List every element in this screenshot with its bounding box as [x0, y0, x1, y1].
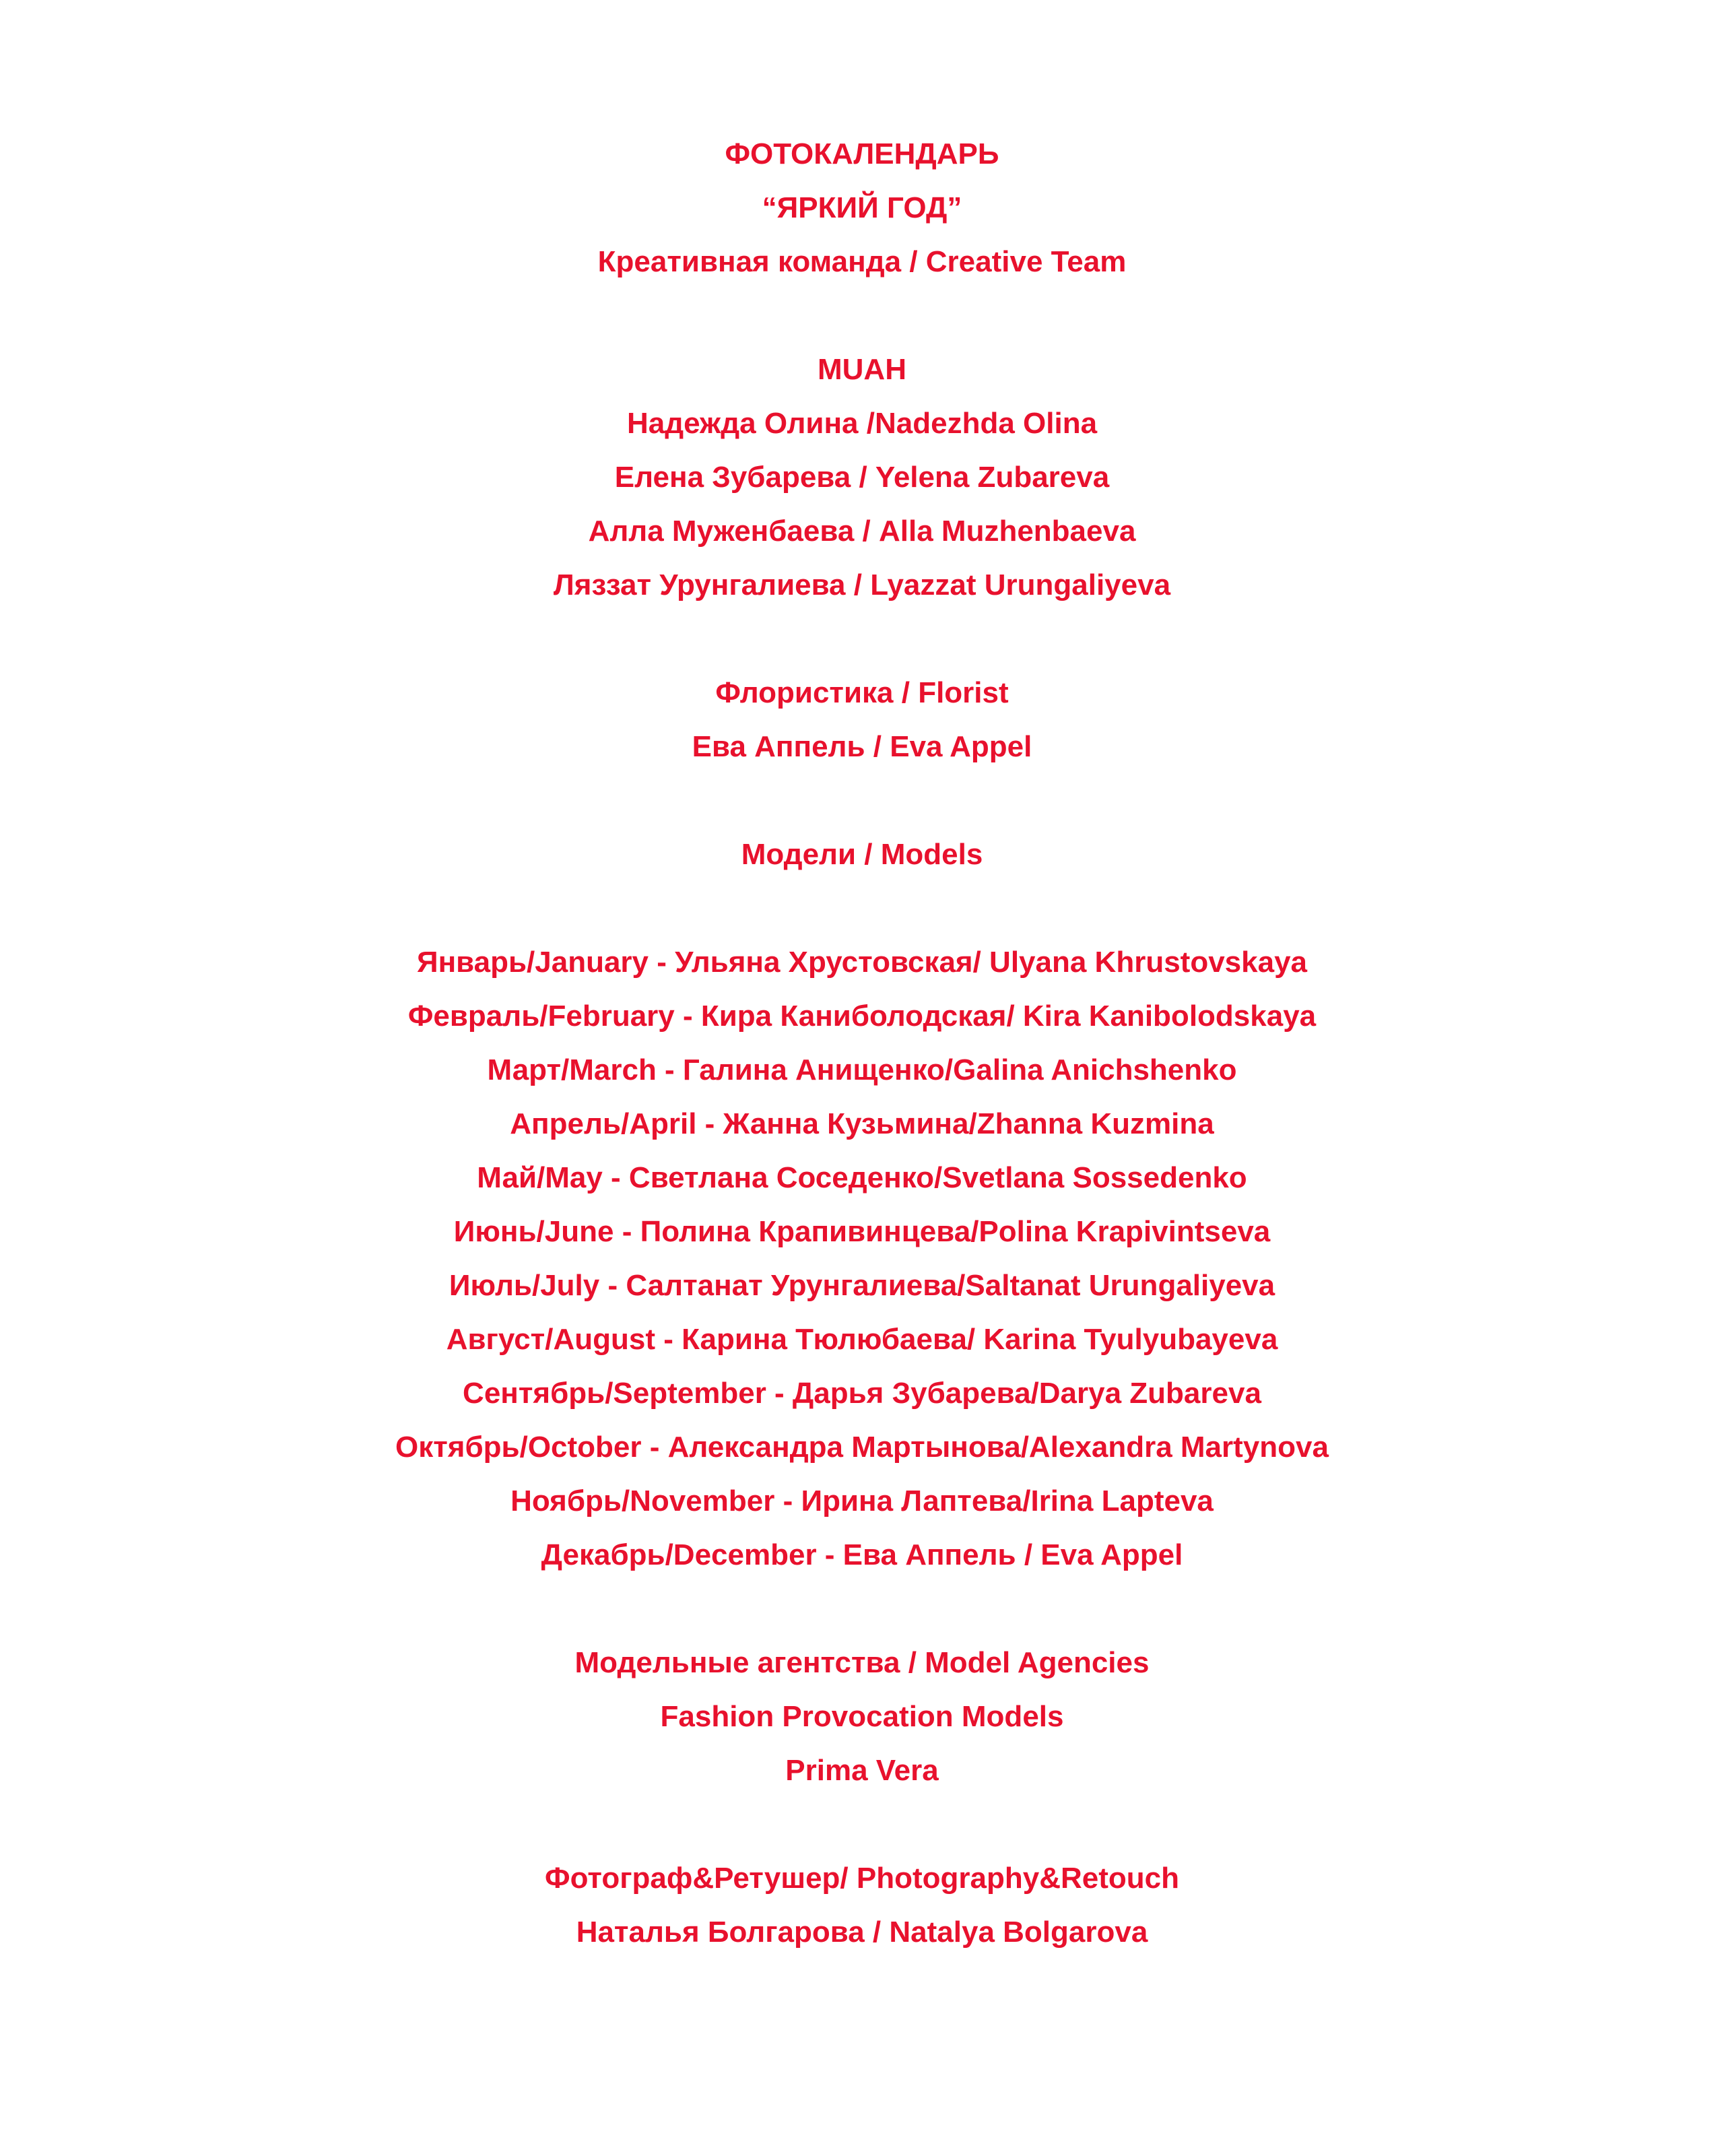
model-january: Январь/January - Ульяна Хрустовская/ Ulyana Khrustovskaya	[416, 946, 1308, 979]
agency-item: Fashion Provocation Models	[660, 1700, 1064, 1733]
model-july: Июль/July - Салтанат Урунгалиева/Saltanat Urungaliyeva	[449, 1269, 1275, 1302]
agency-item: Prima Vera	[785, 1754, 939, 1787]
muah-person: Алла Муженбаева / Alla Muzhenbaeva	[588, 515, 1136, 548]
spacer	[0, 612, 1724, 666]
model-may: Май/May - Светлана Соседенко/Svetlana Sossedenko	[477, 1161, 1247, 1194]
calendar-subtitle: “ЯРКИЙ ГОД”	[762, 191, 962, 224]
creative-team-heading: Креативная команда / Creative Team	[597, 245, 1127, 278]
model-april: Апрель/April - Жанна Кузьмина/Zhanna Kuzmina	[510, 1107, 1214, 1140]
calendar-title: ФОТОКАЛЕНДАРЬ	[725, 137, 999, 170]
model-october: Октябрь/October - Александра Мартынова/Alexandra Martynova	[395, 1431, 1329, 1464]
spacer	[0, 1798, 1724, 1852]
muah-person: Надежда Олина /Nadezhda Olina	[626, 407, 1098, 440]
model-june: Июнь/June - Полина Крапивинцева/Polina Krapivintseva	[453, 1215, 1271, 1248]
models-heading: Модели / Models	[741, 838, 983, 871]
model-november: Ноябрь/November - Ирина Лаптева/Irina Lapteva	[510, 1484, 1214, 1517]
photography-heading: Фотограф&Ретушер/ Photography&Retouch	[545, 1862, 1179, 1895]
model-march: Март/March - Галина Анищенко/Galina Anichshenko	[487, 1053, 1237, 1086]
spacer	[0, 774, 1724, 828]
spacer	[0, 882, 1724, 936]
photographer-name: Наталья Болгарова / Natalya Bolgarova	[576, 1916, 1148, 1949]
muah-person: Ляззат Урунгалиева / Lyazzat Urungaliyeva	[553, 568, 1171, 601]
model-december: Декабрь/December - Ева Аппель / Eva Appel	[541, 1538, 1183, 1571]
muah-heading: MUAH	[818, 353, 906, 386]
model-august: Август/August - Карина Тюлюбаева/ Karina Tyulyubayeva	[446, 1323, 1278, 1356]
model-february: Февраль/February - Кира Каниболодская/ Kira Kanibolodskaya	[407, 1000, 1317, 1033]
spacer	[0, 1582, 1724, 1636]
credits-list	[0, 127, 1724, 1959]
spacer	[0, 289, 1724, 343]
florist-person: Ева Аппель / Eva Appel	[692, 730, 1032, 763]
florist-heading: Флористика / Florist	[715, 676, 1009, 709]
agencies-heading: Модельные агентства / Model Agencies	[574, 1646, 1150, 1679]
model-september: Сентябрь/September - Дарья Зубарева/Darya Zubareva	[463, 1377, 1261, 1410]
muah-person: Елена Зубарева / Yelena Zubareva	[614, 461, 1110, 494]
